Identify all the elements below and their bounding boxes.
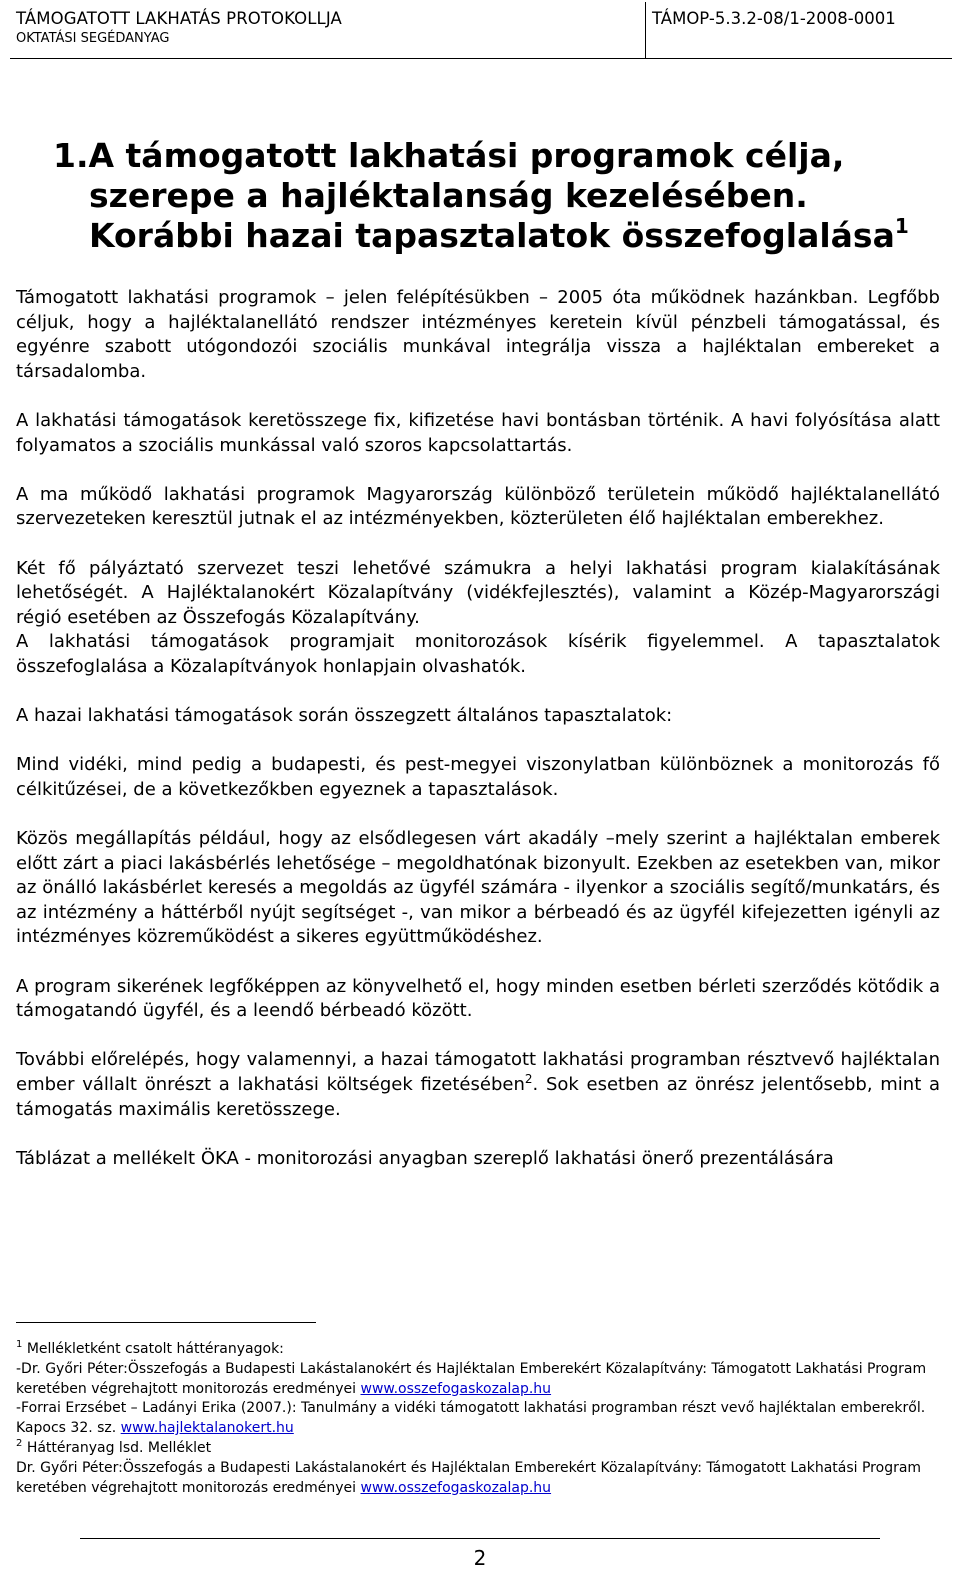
paragraph-10-text-b: . Sok esetben az önrész jelentősebb, mint a támogatás maximális keretösszege. (16, 1074, 941, 1120)
paragraph-5: A lakhatási támogatások programjait monitorozások kísérik figyelemmel. A tapasztalatok összefoglalása a Közalapítványok honlapjain olvashatók. (16, 631, 940, 677)
footnote-2-number: 2 (16, 1437, 23, 1449)
header-title: TÁMOGATOTT LAKHATÁS PROTOKOLLJA (16, 9, 342, 28)
hajlektalanokert-link[interactable]: www.hajlektalanokert.hu (120, 1420, 294, 1437)
paragraph-9: A program sikerének legfőképpen az könyvelhető el, hogy minden esetben bérleti szerződés kötődik a támogatandó ügyfél, és a leendő bérbeadó között. (16, 975, 940, 1022)
footnote-1-number: 1 (16, 1339, 23, 1350)
paragraph-6: A hazai lakhatási támogatások során összegzett általános tapasztalatok: (16, 705, 673, 727)
footnote-1-item-2-text: -Forrai Erzsébet – Ladányi Erika (2007.): Tanulmány a vidéki támogatott lakhatási programban részt vevő hajléktalan emberekről. Kapocs 32. sz. (16, 1400, 926, 1437)
page-number: 2 (473, 1546, 487, 1570)
chapter-title-line-2: szerepe a hajléktalanság kezelésében. (89, 176, 808, 215)
footnote-2-item (16, 1459, 946, 1499)
paragraph-4: Két fő pályáztató szervezet teszi lehetővé számukra a helyi lakhatási program kialakításának lehetőségét. A Hajléktalanokért Közalapítvány (vidékfejlesztés), valamint a Közép-Magyarországi régió esetében az Összefogás Közalapítvány. (16, 557, 940, 628)
osszefogaskozalap-link-2[interactable]: www.osszefogaskozalap.hu (360, 1479, 552, 1496)
paragraph-11: Táblázat a mellékelt ÖKA - monitorozási anyagban szereplő lakhatási önerő prezentálására (16, 1147, 834, 1169)
footnote-separator (16, 1322, 316, 1323)
paragraph-8: Közös megállapítás például, hogy az elsődlegesen várt akadály –mely szerint a hajléktalan emberek előtt zárt a piaci lakásbérlés lehetősége – megoldhatónak bizonyult. Ezekben az esetekben van, mikor az önálló lakásbérlet keresés a megoldás az ügyfél számára - ilyenkor a szociális segítő/munkatárs, és az intézmény a háttérből nyújt segítséget -, van mikor a bérbeadó és az ügyfél kifejezetten igényli az intézményes közreműködést a sikeres együttműködéshez. (16, 828, 940, 948)
paragraph-1: Támogatott lakhatási programok – jelen felépítésükben – 2005 óta működnek hazánkban. Legfőbb céljuk, hogy a hajléktalanellátó rendszer intézményes keretein kívül pénzbeli támogatással, és egyénre szabott utógondozói szociális munkával integrálja vissza a hajléktalan embereket a társadalomba. (16, 287, 940, 382)
footer-rule (80, 1538, 880, 1539)
footnote-2-heading (16, 1439, 946, 1459)
page-header (0, 0, 960, 58)
footnote-1-item-1-text: -Dr. Győri Péter:Összefogás a Budapesti Lakástalanokért és Hajléktalan Emberekért Közalapítvány: Támogatott Lakhatási Program keretében végrehajtott monitorozás eredményei (16, 1360, 927, 1397)
footnote-ref-1[interactable]: 1 (894, 214, 909, 238)
footnote-1-item-2 (16, 1399, 946, 1439)
header-rule (10, 58, 952, 59)
footnote-2-title: Háttéranyag lsd. Melléklet (22, 1439, 212, 1456)
header-project-code: TÁMOP-5.3.2-08/1-2008-0001 (652, 9, 896, 28)
header-divider (645, 2, 646, 58)
paragraph-10 (16, 1048, 940, 1122)
footnote-1-title: Mellékletként csatolt háttéranyagok: (22, 1341, 284, 1357)
chapter-title-line-3 (53, 216, 933, 256)
header-subtitle: OKTATÁSI SEGÉDANYAG (16, 31, 170, 46)
paragraph-3: A ma működő lakhatási programok Magyarország különböző területein működő hajléktalanellátó szervezeteken keresztül jutnak el az intézményekben, közterületen élő hajléktalan emberekhez. (16, 483, 940, 530)
paragraph-10-text-a: További előrelépés, hogy valamennyi, a hazai támogatott lakhatási programban résztvevő hajléktalan ember vállalt önrészt a lakhatási költségek fizetésében (16, 1049, 940, 1095)
footnote-1-heading (16, 1340, 946, 1360)
osszefogaskozalap-link[interactable]: www.osszefogaskozalap.hu (360, 1380, 552, 1397)
paragraph-2: A lakhatási támogatások keretösszege fix, kifizetése havi bontásban történik. A havi folyósítása alatt folyamatos a szociális munkással való szoros kapcsolattartás. (16, 409, 940, 456)
header-left (16, 8, 642, 48)
chapter-title-line-1: 1.A támogatott lakhatási programok célja, (53, 136, 845, 175)
footnotes (16, 1340, 946, 1498)
footnote-ref-2[interactable]: 2 (524, 1072, 533, 1086)
chapter-title (53, 136, 933, 256)
body-text (16, 286, 940, 1196)
footnote-2-item-text: Dr. Győri Péter:Összefogás a Budapesti Lakástalanokért és Hajléktalan Emberekért Közalapítvány: Támogatott Lakhatási Program keretében végrehajtott monitorozás eredményei (16, 1459, 922, 1496)
chapter-title-line-3-text: Korábbi hazai tapasztalatok összefoglalása (89, 216, 895, 255)
paragraph-7: Mind vidéki, mind pedig a budapesti, és pest-megyei viszonylatban különböznek a monitorozás fő célkitűzései, de a következőkben egyeznek a tapasztalások. (16, 754, 940, 800)
footnote-1-item-1 (16, 1360, 946, 1400)
